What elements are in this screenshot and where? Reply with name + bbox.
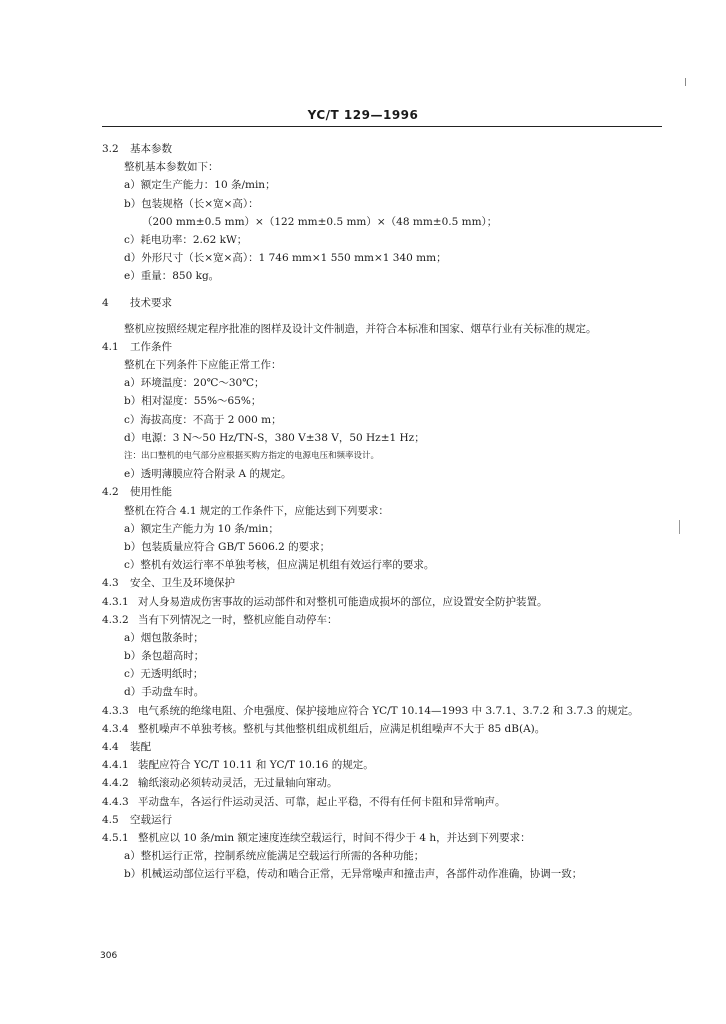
- section-title: 空载运行: [130, 813, 172, 826]
- running-header: YC/T 129—1996: [307, 108, 419, 122]
- list-item: b）包装规格（长×宽×高）：: [124, 197, 259, 210]
- list-item: c）耗电功率：2.62 kW；: [124, 233, 248, 246]
- clause-4-4-1: [102, 756, 694, 774]
- scan-mark: [685, 78, 686, 86]
- section-title: 工作条件: [130, 340, 172, 353]
- section-heading-4-2: [102, 483, 694, 501]
- clause-4-3-3: [102, 702, 694, 720]
- list-item: a）环境温度：20℃～30℃；: [124, 377, 265, 390]
- list-item: e）重量：850 kg。: [124, 270, 220, 283]
- list-item: d）外形尺寸（长×宽×高）：1 746 mm×1 550 mm×1 340 mm；: [124, 252, 447, 265]
- document-body: [102, 140, 694, 884]
- clause-text: 装配应符合 YC/T 10.11 和 YC/T 10.16 的规定。: [138, 759, 374, 772]
- paragraph: 整机在下列条件下应能正常工作：: [124, 359, 282, 372]
- list-item: a）烟包散条时；: [124, 631, 204, 644]
- list-item: c）整机有效运行率不单独考核，但应满足机组有效运行率的要求。: [124, 559, 435, 572]
- clause-number: 4.3.2: [102, 613, 129, 626]
- clause-number: 4.3.3: [102, 704, 129, 717]
- paragraph: 整机应按照经规定程序批准的图样及设计文件制造，并符合本标准和国家、烟草行业有关标准的规定。: [124, 322, 597, 335]
- clause-number: 4.4.1: [102, 759, 129, 772]
- clause-number: 4.3.1: [102, 595, 129, 608]
- clause-4-3-2: [102, 611, 694, 629]
- clause-text: 整机噪声不单独考核。整机与其他整机组成机组后，应满足机组噪声不大于 85 dB(A)。: [138, 722, 546, 735]
- note: 注：出口整机的电气部分应根据买购方指定的电源电压和频率设计。: [124, 451, 380, 462]
- section-title: 基本参数: [130, 143, 172, 155]
- list-item: b）包装质量应符合 GB/T 5606.2 的要求；: [124, 540, 331, 553]
- clause-4-4-3: [102, 793, 694, 811]
- section-number: 4.1: [102, 340, 119, 353]
- section-heading-4: [102, 294, 694, 312]
- section-heading-4-3: [102, 574, 694, 592]
- list-item-continuation: （200 mm±0.5 mm）×（122 mm±0.5 mm）×（48 mm±0.5 mm）；: [142, 215, 498, 228]
- list-item: b）相对湿度：55%～65%；: [124, 395, 262, 408]
- list-item: a）额定生产能力：10 条/min；: [124, 179, 276, 192]
- list-item: a）整机运行正常，控制系统应能满足空载运行所需的各种功能；: [124, 850, 425, 863]
- list-item: e）透明薄膜应符合附录 A 的规定。: [124, 468, 292, 481]
- header-rule: [102, 126, 662, 127]
- clause-text: 输纸滚动必须转动灵活，无过量轴向窜动。: [138, 777, 338, 790]
- section-number: 4.5: [102, 813, 119, 826]
- clause-4-3-1: [102, 593, 694, 611]
- paragraph: 整机基本参数如下：: [124, 161, 219, 174]
- list-item: a）额定生产能力为 10 条/min；: [124, 522, 279, 535]
- list-item: b）机械运动部位运行平稳，传动和啮合正常，无异常噪声和撞击声，各部件动作准确，协调一致；: [124, 868, 583, 881]
- clause-4-3-4: [102, 720, 694, 738]
- clause-number: 4.4.2: [102, 777, 129, 790]
- page-number: 306: [100, 951, 118, 961]
- clause-text: 电气系统的绝缘电阻、介电强度、保护接地应符合 YC/T 10.14—1993 中 3.7.1、3.7.2 和 3.7.3 的规定。: [138, 704, 639, 717]
- clause-4-4-2: [102, 774, 694, 792]
- clause-number: 4.3.4: [102, 722, 129, 735]
- section-heading-4-1: [102, 338, 694, 356]
- list-item: b）条包超高时；: [124, 650, 205, 663]
- section-number: 4.3: [102, 577, 119, 590]
- list-item: c）无透明纸时；: [124, 668, 204, 681]
- clause-number: 4.5.1: [102, 831, 129, 844]
- clause-text: 当有下列情况之一时，整机应能自动停车：: [138, 613, 338, 626]
- section-heading-3-2: [102, 140, 694, 158]
- clause-4-5-1: [102, 829, 694, 847]
- list-item: d）手动盘车时。: [124, 686, 205, 699]
- clause-number: 4.4.3: [102, 795, 129, 808]
- section-heading-4-5: [102, 811, 694, 829]
- section-number: 3.2: [102, 143, 119, 155]
- list-item: c）海拔高度：不高于 2 000 m；: [124, 413, 282, 426]
- section-heading-4-4: [102, 738, 694, 756]
- section-number: 4: [102, 296, 109, 309]
- paragraph: 整机在符合 4.1 规定的工作条件下，应能达到下列要求：: [124, 504, 389, 517]
- list-item: d）电源：3 N～50 Hz/TN-S，380 V±38 V，50 Hz±1 Hz；: [124, 431, 425, 444]
- clause-text: 整机应以 10 条/min 额定速度连续空载运行，时间不得少于 4 h，并达到下列要求：: [138, 831, 531, 844]
- section-title: 安全、卫生及环境保护: [130, 577, 235, 590]
- section-number: 4.4: [102, 741, 119, 754]
- section-number: 4.2: [102, 486, 119, 499]
- section-title: 装配: [130, 741, 151, 754]
- clause-text: 对人身易造成伤害事故的运动部件和对整机可能造成损坏的部位，应设置安全防护装置。: [138, 595, 548, 608]
- section-title: 技术要求: [130, 296, 172, 309]
- clause-text: 平动盘车，各运行件运动灵活、可靠，起止平稳，不得有任何卡阻和异常响声。: [138, 795, 506, 808]
- section-title: 使用性能: [130, 486, 172, 499]
